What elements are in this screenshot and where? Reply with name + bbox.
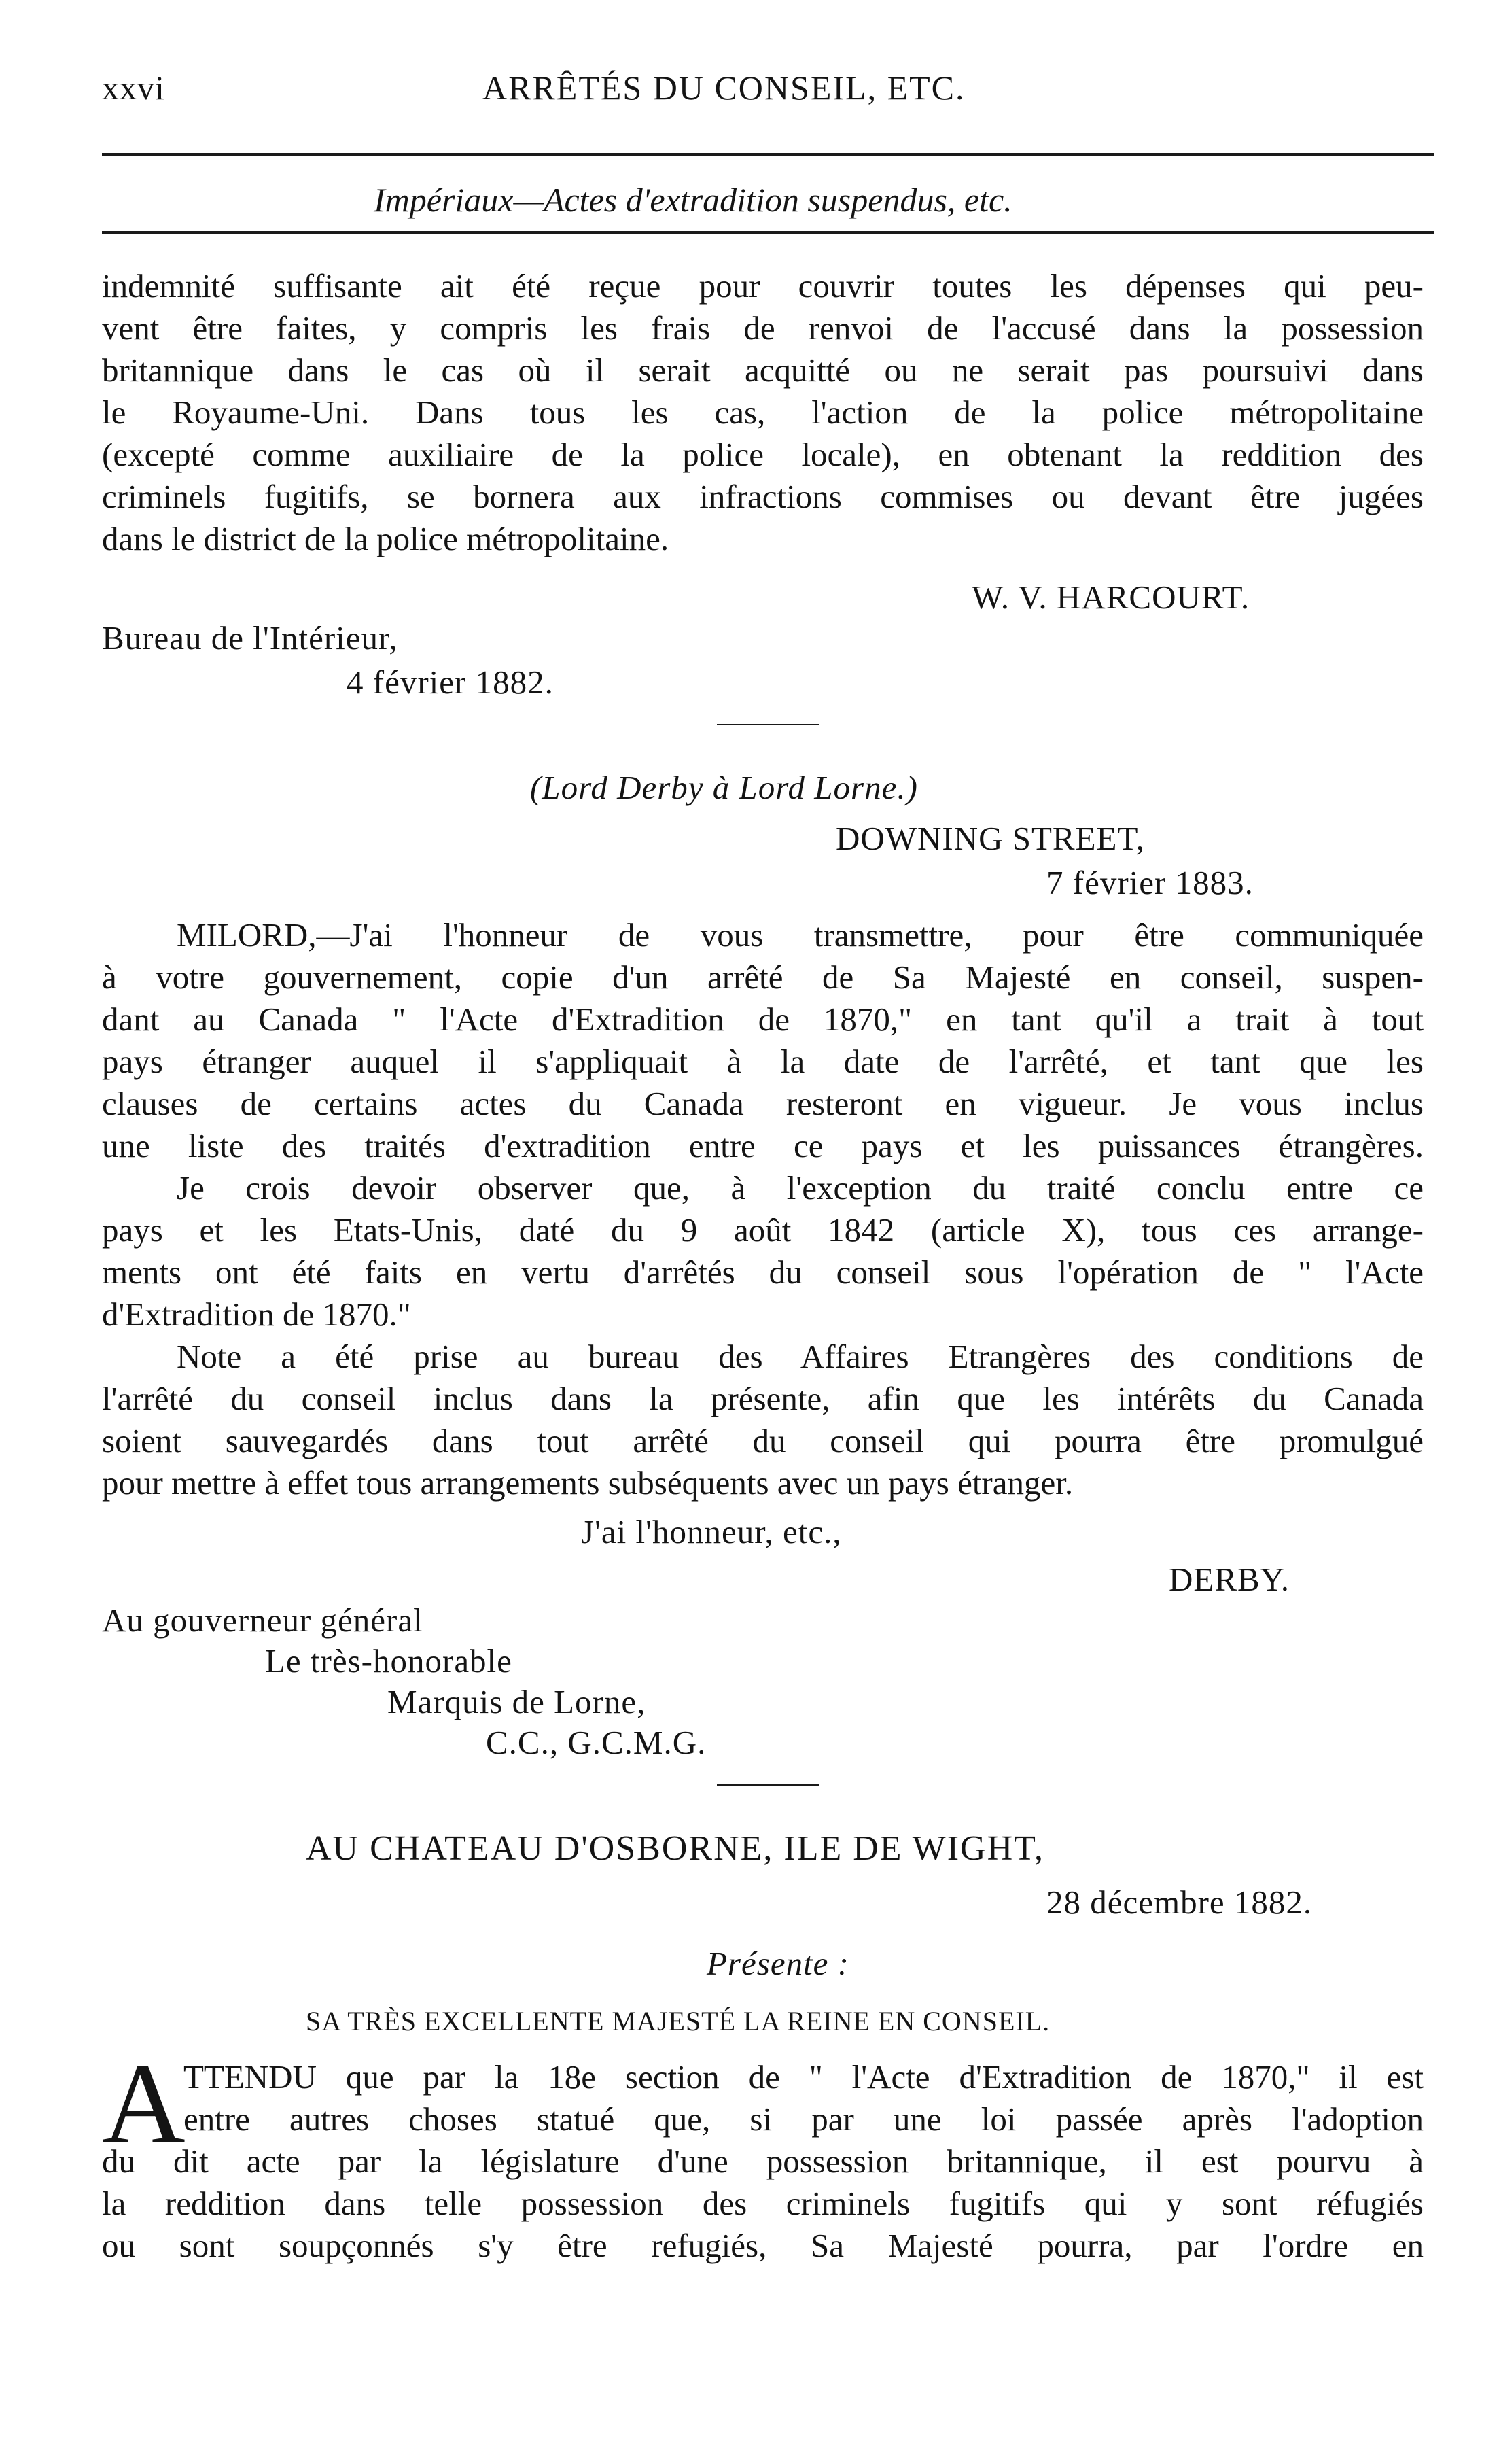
- text-line: dans le district de la police métropolitaine.: [102, 520, 669, 557]
- letter-paragraph-3: [102, 1336, 1424, 1504]
- text-line: ou sont soupçonnés s'y être refugiés, Sa Majesté pourra, par l'ordre en: [102, 2227, 1424, 2264]
- letter-paragraph-1: [102, 914, 1424, 1167]
- letter-paragraph-2: [102, 1167, 1424, 1336]
- text-line: l'arrêté du conseil inclus dans la présente, afin que les intérêts du Canada: [102, 1380, 1424, 1417]
- header-rule-top: [102, 153, 1434, 156]
- text-line: entre autres choses statué que, si par une loi passée après l'adoption: [183, 2100, 1424, 2138]
- order-presente: Présente :: [707, 1945, 849, 1982]
- signature-place: Bureau de l'Intérieur,: [102, 619, 398, 657]
- running-title: ARRÊTÉS DU CONSEIL, ETC.: [482, 69, 966, 107]
- order-place: AU CHATEAU D'OSBORNE, ILE DE WIGHT,: [306, 1829, 1045, 1868]
- paragraph-continuation: [102, 265, 1424, 560]
- letter-date: 7 février 1883.: [1046, 864, 1254, 901]
- addressee-line: Le très-honorable: [265, 1642, 512, 1680]
- text-line: pays et les Etats-Unis, daté du 9 août 1842 (article X), tous ces arrange-: [102, 1211, 1424, 1249]
- letter-closing: J'ai l'honneur, etc.,: [581, 1513, 842, 1550]
- text-line: une liste des traités d'extradition entre ce pays et les puissances étrangères.: [102, 1127, 1424, 1164]
- order-presence: SA TRÈS EXCELLENTE MAJESTÉ LA REINE EN CONSEIL.: [306, 2006, 1051, 2036]
- header-rule-bottom: [102, 231, 1434, 234]
- page-number: xxvi: [102, 69, 165, 107]
- running-header: [102, 61, 1447, 109]
- text-line: criminels fugitifs, se bornera aux infractions commises ou devant être jugées: [102, 478, 1424, 515]
- text-line: du dit acte par la législature d'une possession britannique, il est pourvu à: [102, 2142, 1424, 2180]
- text-line: pour mettre à effet tous arrangements subséquents avec un pays étranger.: [102, 1464, 1074, 1502]
- letter-heading: (Lord Derby à Lord Lorne.): [530, 769, 918, 806]
- section-divider: [717, 1784, 819, 1786]
- addressee-line: Au gouverneur général: [102, 1601, 423, 1639]
- letter-address: DOWNING STREET,: [836, 820, 1146, 857]
- text-line: indemnité suffisante ait été reçue pour couvrir toutes les dépenses qui peu-: [102, 267, 1424, 305]
- text-line: à votre gouvernement, copie d'un arrêté de Sa Majesté en conseil, suspen-: [102, 958, 1424, 996]
- section-subhead: Impériaux—Actes d'extradition suspendus, etc.: [374, 181, 1012, 219]
- order-date: 28 décembre 1882.: [1046, 1884, 1313, 1921]
- text-line: ments ont été faits en vertu d'arrêtés du conseil sous l'opération de " l'Acte: [102, 1253, 1424, 1291]
- text-line: soient sauvegardés dans tout arrêté du conseil qui pourra être promulgué: [102, 1422, 1424, 1459]
- order-body: [102, 2040, 1424, 2280]
- text-line: la reddition dans telle possession des criminels fugitifs qui y sont réfugiés: [102, 2185, 1424, 2222]
- text-line: vent être faites, y compris les frais de renvoi de l'accusé dans la possession: [102, 309, 1424, 347]
- text-line: d'Extradition de 1870.": [102, 1296, 411, 1333]
- text-line: (excepté comme auxiliaire de la police locale), en obtenant la reddition des: [102, 436, 1424, 473]
- text-line: TTENDU que par la 18e section de " l'Acte d'Extradition de 1870," il est: [183, 2058, 1424, 2096]
- signature-harcourt: W. V. HARCOURT.: [972, 578, 1250, 616]
- section-divider: [717, 724, 819, 725]
- text-line: le Royaume-Uni. Dans tous les cas, l'action de la police métropolitaine: [102, 394, 1424, 431]
- order-paragraph: [102, 2040, 1424, 2267]
- text-line: Note a été prise au bureau des Affaires Etrangères des conditions de: [177, 1338, 1424, 1375]
- addressee-line: C.C., G.C.M.G.: [486, 1724, 707, 1761]
- drop-capital: A: [102, 2040, 186, 2168]
- text-line: clauses de certains actes du Canada resteront en vigueur. Je vous inclus: [102, 1085, 1424, 1122]
- text-line: MILORD,—J'ai l'honneur de vous transmettre, pour être communiquée: [177, 916, 1424, 954]
- text-line: dant au Canada " l'Acte d'Extradition de 1870," en tant qu'il a trait à tout: [102, 1001, 1424, 1038]
- text-line: pays étranger auquel il s'appliquait à la date de l'arrêté, et tant que les: [102, 1043, 1424, 1080]
- letter-signature: DERBY.: [1169, 1561, 1290, 1598]
- document-page: [102, 61, 1447, 2427]
- text-line: britannique dans le cas où il serait acquitté ou ne serait pas poursuivi dans: [102, 351, 1424, 389]
- addressee-line: Marquis de Lorne,: [387, 1683, 646, 1720]
- signature-date: 4 février 1882.: [347, 663, 554, 701]
- text-line: Je crois devoir observer que, à l'exception du traité conclu entre ce: [177, 1169, 1424, 1207]
